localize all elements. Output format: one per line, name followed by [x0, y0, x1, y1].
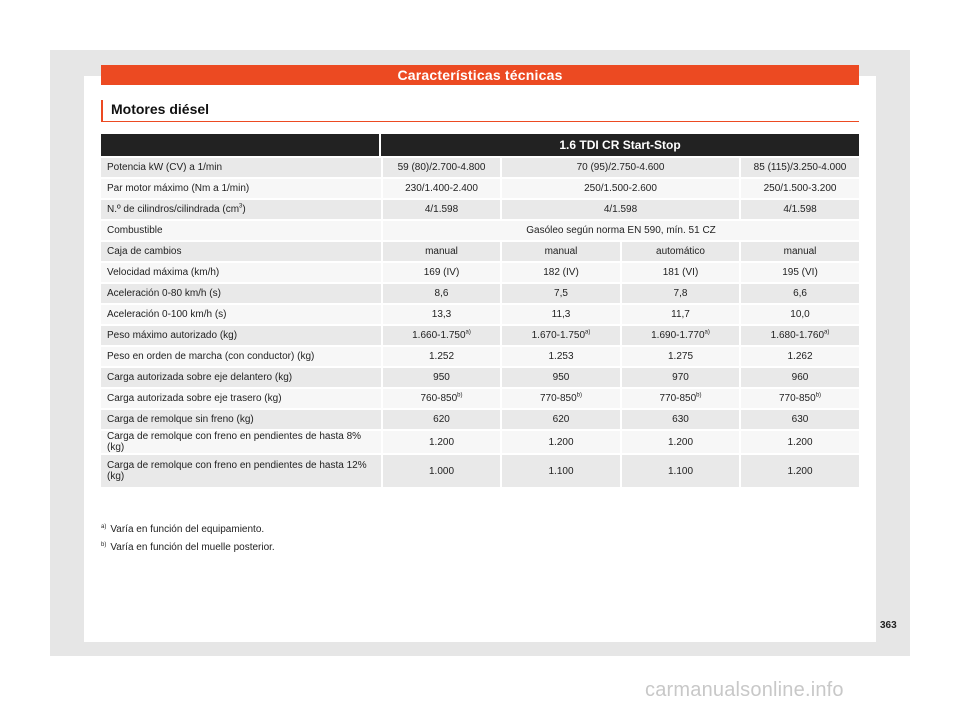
value-cell: 182 (IV)	[500, 263, 620, 282]
row-label: Carga de remolque sin freno (kg)	[101, 410, 381, 429]
value-cell: 1.200	[739, 431, 859, 453]
footnote-mark: a)	[101, 523, 107, 530]
value-cell: 960	[739, 368, 859, 387]
value-cell: 760-850$^{b)}$	[381, 389, 500, 408]
table-row	[101, 242, 859, 261]
row-label: Carga autorizada sobre eje delantero (kg)	[101, 368, 381, 387]
row-label: Carga autorizada sobre eje trasero (kg)	[101, 389, 381, 408]
table-row	[101, 179, 859, 198]
value-cell: 1.262	[739, 347, 859, 366]
value-cell: 970	[620, 368, 739, 387]
value-cell: 7,5	[500, 284, 620, 303]
table-row	[101, 410, 859, 429]
value-cell: Gasóleo según norma EN 590, mín. 51 CZ	[381, 221, 859, 240]
table-row	[101, 221, 859, 240]
value-cell: 1.252	[381, 347, 500, 366]
value-cell: 950	[381, 368, 500, 387]
value-cell: 13,3	[381, 305, 500, 324]
table-row	[101, 284, 859, 303]
section-heading	[101, 100, 859, 122]
row-label: Potencia kW (CV) a 1/min	[101, 158, 381, 177]
table-row	[101, 389, 859, 408]
value-cell: 70 (95)/2.750-4.600	[500, 158, 739, 177]
value-cell: 1.100	[620, 455, 739, 487]
value-cell: 4/1.598	[381, 200, 500, 219]
table-row	[101, 158, 859, 177]
value-cell: 630	[739, 410, 859, 429]
value-cell: 620	[381, 410, 500, 429]
value-cell: manual	[739, 242, 859, 261]
value-cell: 1.200	[739, 455, 859, 487]
value-cell: 1.200	[381, 431, 500, 453]
table-row	[101, 455, 859, 487]
value-cell: 8,6	[381, 284, 500, 303]
value-cell: 620	[500, 410, 620, 429]
value-cell: 950	[500, 368, 620, 387]
row-label: Caja de cambios	[101, 242, 381, 261]
table-row	[101, 347, 859, 366]
value-cell: 195 (VI)	[739, 263, 859, 282]
value-cell: 11,3	[500, 305, 620, 324]
row-label: Par motor máximo (Nm a 1/min)	[101, 179, 381, 198]
value-cell: 11,7	[620, 305, 739, 324]
header-empty-cell	[101, 134, 381, 156]
value-cell: manual	[381, 242, 500, 261]
value-cell: 1.200	[620, 431, 739, 453]
value-cell: 770-850$^{b)}$	[620, 389, 739, 408]
row-label: N.º de cilindros/cilindrada $(cm^3)$	[101, 200, 381, 219]
section-title: Motores diésel	[111, 101, 210, 117]
engine-header: 1.6 TDI CR Start-Stop	[381, 134, 859, 156]
table-row	[101, 263, 859, 282]
table-row	[101, 326, 859, 345]
value-cell: 770-850$^{b)}$	[500, 389, 620, 408]
specs-table	[101, 132, 859, 489]
value-cell: 1.253	[500, 347, 620, 366]
value-cell: manual	[500, 242, 620, 261]
row-label: Aceleración 0-80 km/h (s)	[101, 284, 381, 303]
row-label: Carga de remolque con freno en pendientes de hasta 8% (kg)	[101, 431, 381, 453]
row-label: Velocidad máxima (km/h)	[101, 263, 381, 282]
row-label: Peso máximo autorizado (kg)	[101, 326, 381, 345]
value-cell: 1.000	[381, 455, 500, 487]
watermark: carmanualsonline.info	[645, 679, 844, 701]
value-cell: 4/1.598	[739, 200, 859, 219]
table-header-row	[101, 134, 859, 156]
value-cell: 630	[620, 410, 739, 429]
row-label: Combustible	[101, 221, 381, 240]
row-label: Aceleración 0-100 km/h (s)	[101, 305, 381, 324]
footnote-mark: b)	[101, 541, 107, 548]
footnote-text: Varía en función del equipamiento.	[110, 524, 265, 535]
value-cell: 6,6	[739, 284, 859, 303]
table-row	[101, 305, 859, 324]
value-cell: 770-850$^{b)}$	[739, 389, 859, 408]
value-cell: 250/1.500-2.600	[500, 179, 739, 198]
footnote-a	[101, 524, 275, 542]
row-label: Peso en orden de marcha (con conductor) (kg)	[101, 347, 381, 366]
value-cell: 1.660-1.750$^{a)}$	[381, 326, 500, 345]
value-cell: 1.275	[620, 347, 739, 366]
table-row	[101, 368, 859, 387]
value-cell: 7,8	[620, 284, 739, 303]
chapter-banner: Características técnicas	[101, 65, 859, 85]
specs-body	[101, 158, 859, 487]
value-cell: 1.690-1.770$^{a)}$	[620, 326, 739, 345]
page-number: 363	[880, 620, 897, 631]
value-cell: 1.100	[500, 455, 620, 487]
value-cell: 4/1.598	[500, 200, 739, 219]
footnote-text: Varía en función del muelle posterior.	[110, 542, 275, 553]
footnote-b	[101, 542, 275, 560]
value-cell: 230/1.400-2.400	[381, 179, 500, 198]
value-cell: 10,0	[739, 305, 859, 324]
value-cell: 169 (IV)	[381, 263, 500, 282]
value-cell: 1.670-1.750$^{a)}$	[500, 326, 620, 345]
value-cell: 1.200	[500, 431, 620, 453]
value-cell: 59 (80)/2.700-4.800	[381, 158, 500, 177]
value-cell: 1.680-1.760$^{a)}$	[739, 326, 859, 345]
value-cell: 85 (115)/3.250-4.000	[739, 158, 859, 177]
table-row	[101, 200, 859, 219]
footnotes	[101, 524, 275, 560]
value-cell: 250/1.500-3.200	[739, 179, 859, 198]
value-cell: 181 (VI)	[620, 263, 739, 282]
row-label: Carga de remolque con freno en pendientes de hasta 12% (kg)	[101, 455, 381, 487]
table-row	[101, 431, 859, 453]
value-cell: automático	[620, 242, 739, 261]
